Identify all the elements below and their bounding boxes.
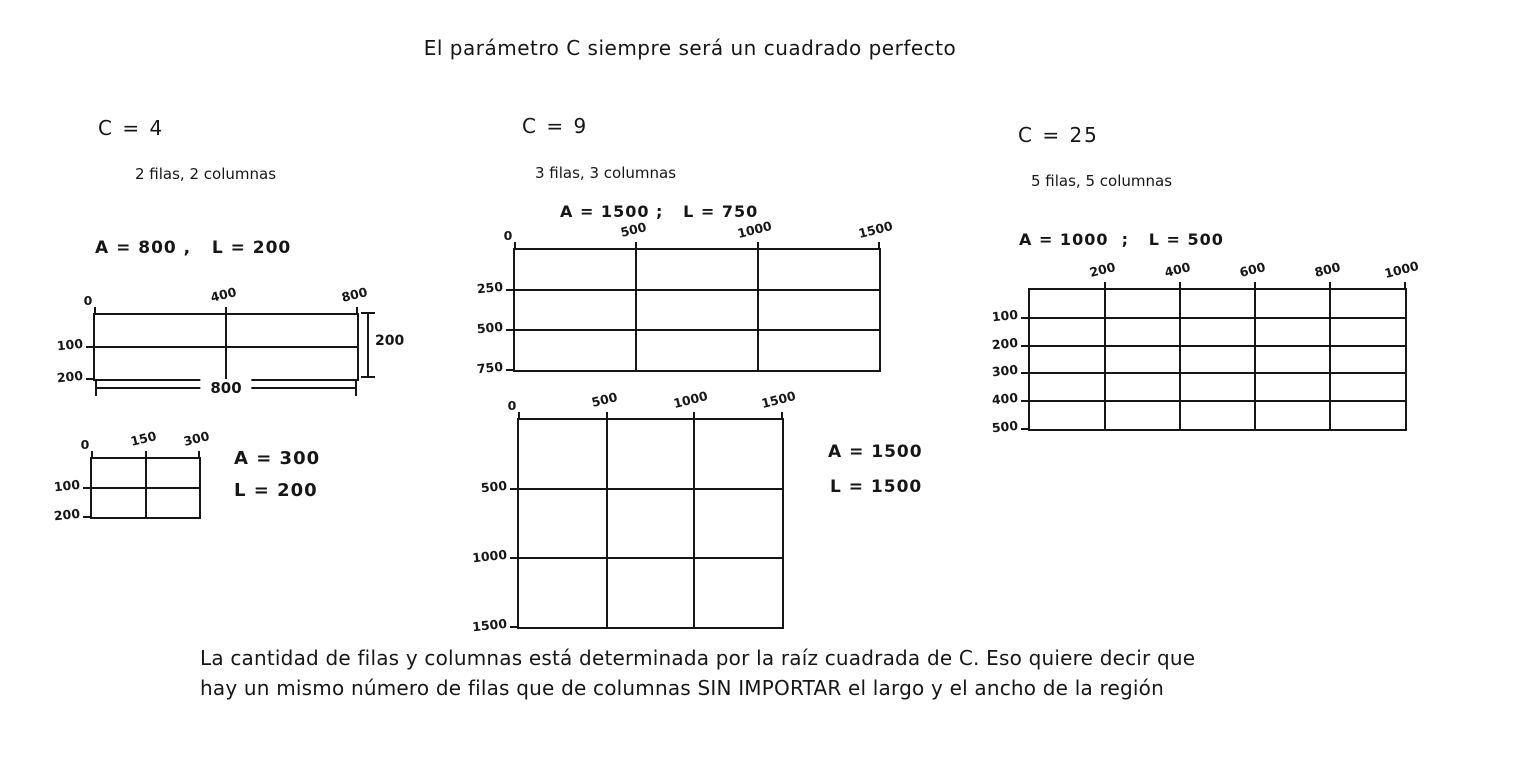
grid-c4-small bbox=[53, 428, 211, 524]
y-tick-mark bbox=[83, 516, 90, 518]
grid-c9-square bbox=[471, 388, 798, 635]
y-tick-mark bbox=[510, 557, 517, 559]
bracket-cap-right bbox=[355, 380, 357, 396]
width-dimension-label: 800 bbox=[200, 379, 251, 397]
section-c25-subheading: 5 filas, 5 columnas bbox=[1031, 172, 1173, 190]
x-tick-label: 800 bbox=[339, 284, 369, 305]
grid-c4-small-length-label: L = 200 bbox=[234, 480, 318, 501]
y-tick-mark bbox=[1021, 317, 1028, 319]
y-tick-label: 1000 bbox=[471, 546, 508, 566]
grid-line-horizontal bbox=[519, 488, 782, 490]
y-tick-mark bbox=[506, 289, 513, 291]
x-tick-label: 600 bbox=[1237, 259, 1267, 280]
x-tick-label: 800 bbox=[1312, 259, 1342, 280]
y-tick-mark bbox=[506, 329, 513, 331]
x-tick-label: 150 bbox=[128, 428, 158, 449]
y-tick-mark bbox=[510, 488, 517, 490]
grid-line-vertical bbox=[1179, 290, 1181, 429]
x-tick-mark bbox=[757, 242, 759, 250]
x-tick-mark bbox=[514, 242, 516, 250]
section-c4-heading: C = 4 bbox=[98, 116, 165, 140]
page-title: El parámetro C siempre será un cuadrado perfecto bbox=[423, 36, 957, 60]
x-tick-label: 500 bbox=[589, 389, 619, 410]
grid-line-horizontal bbox=[95, 346, 357, 348]
section-c9-params: A = 1500 ; L = 750 bbox=[560, 202, 759, 221]
y-tick-label: 100 bbox=[56, 335, 84, 354]
grid-c9-wide bbox=[476, 218, 895, 377]
y-tick-label: 400 bbox=[991, 389, 1019, 408]
x-tick-label: 400 bbox=[208, 284, 238, 305]
x-tick-mark bbox=[781, 412, 783, 420]
grid-line-horizontal bbox=[1030, 317, 1405, 319]
x-tick-mark bbox=[693, 412, 695, 420]
y-tick-mark bbox=[1021, 345, 1028, 347]
y-tick-mark bbox=[1021, 400, 1028, 402]
bracket-cap-bottom bbox=[361, 376, 375, 378]
x-tick-label: 1000 bbox=[671, 388, 710, 411]
grid-c4-small-area-label: A = 300 bbox=[234, 448, 321, 469]
grid-line-horizontal bbox=[1030, 400, 1405, 402]
x-tick-mark bbox=[91, 451, 93, 459]
x-tick-label: 1500 bbox=[856, 218, 895, 241]
grid-c9-square-length-label: L = 1500 bbox=[830, 477, 923, 497]
y-tick-label: 500 bbox=[480, 477, 508, 496]
section-c4-subheading: 2 filas, 2 columnas bbox=[135, 165, 277, 183]
grid-line-vertical bbox=[635, 250, 637, 370]
x-tick-label: 1000 bbox=[1382, 258, 1421, 281]
y-tick-label: 1500 bbox=[471, 615, 508, 635]
grid-line-vertical bbox=[606, 420, 608, 627]
x-tick-label: 0 bbox=[507, 398, 517, 413]
y-tick-mark bbox=[86, 378, 93, 380]
x-tick-label: 0 bbox=[503, 228, 513, 243]
x-tick-mark bbox=[1179, 282, 1181, 290]
x-tick-mark bbox=[198, 451, 200, 459]
x-tick-label: 0 bbox=[83, 293, 93, 308]
footer-explanation-line2: hay un mismo número de filas que de columnas SIN IMPORTAR el largo y el ancho de la región bbox=[200, 676, 1164, 700]
y-tick-mark bbox=[510, 626, 517, 628]
grid-c25 bbox=[991, 258, 1421, 436]
grid-line-vertical bbox=[1329, 290, 1331, 429]
grid-line-horizontal bbox=[515, 329, 879, 331]
width-dimension-bracket bbox=[95, 380, 357, 396]
y-tick-label: 750 bbox=[476, 358, 504, 377]
x-tick-mark bbox=[606, 412, 608, 420]
x-tick-label: 400 bbox=[1162, 259, 1192, 280]
y-tick-label: 200 bbox=[56, 367, 84, 386]
grid-line-horizontal bbox=[1030, 372, 1405, 374]
x-tick-mark bbox=[1329, 282, 1331, 290]
x-tick-mark bbox=[94, 307, 96, 315]
y-tick-label: 500 bbox=[991, 417, 1019, 436]
height-dimension-bracket bbox=[360, 312, 405, 378]
y-tick-label: 250 bbox=[476, 278, 504, 297]
y-tick-mark bbox=[1021, 428, 1028, 430]
grid-line-horizontal bbox=[1030, 345, 1405, 347]
grid-line-horizontal bbox=[92, 487, 199, 489]
x-tick-mark bbox=[356, 307, 358, 315]
section-c4-params: A = 800 , L = 200 bbox=[95, 238, 292, 258]
x-tick-mark bbox=[225, 307, 227, 315]
grid-line-horizontal bbox=[519, 557, 782, 559]
x-tick-label: 1000 bbox=[735, 218, 774, 241]
y-tick-label: 500 bbox=[476, 318, 504, 337]
x-tick-mark bbox=[635, 242, 637, 250]
grid-c9-square-area-label: A = 1500 bbox=[828, 442, 923, 462]
y-tick-label: 300 bbox=[991, 361, 1019, 380]
height-dimension-label: 200 bbox=[375, 333, 405, 349]
y-tick-label: 200 bbox=[53, 505, 81, 524]
x-tick-mark bbox=[145, 451, 147, 459]
section-c9-subheading: 3 filas, 3 columnas bbox=[535, 164, 677, 182]
y-tick-mark bbox=[506, 369, 513, 371]
bracket-line bbox=[367, 312, 369, 378]
grid-line-vertical bbox=[1254, 290, 1256, 429]
x-tick-label: 200 bbox=[1087, 259, 1117, 280]
x-tick-label: 300 bbox=[181, 428, 211, 449]
y-tick-label: 100 bbox=[991, 306, 1019, 325]
x-tick-mark bbox=[1254, 282, 1256, 290]
grid-line-horizontal bbox=[515, 289, 879, 291]
x-tick-mark bbox=[878, 242, 880, 250]
y-tick-label: 100 bbox=[53, 476, 81, 495]
grid-line-vertical bbox=[1104, 290, 1106, 429]
grid-c4-main bbox=[56, 284, 369, 386]
y-tick-label: 200 bbox=[991, 334, 1019, 353]
y-tick-mark bbox=[1021, 372, 1028, 374]
section-c25-params: A = 1000 ; L = 500 bbox=[1019, 230, 1224, 249]
grid-line-vertical bbox=[693, 420, 695, 627]
y-tick-mark bbox=[83, 487, 90, 489]
section-c9-heading: C = 9 bbox=[522, 114, 589, 138]
x-tick-mark bbox=[1104, 282, 1106, 290]
section-c25-heading: C = 25 bbox=[1018, 123, 1099, 147]
footer-explanation-line1: La cantidad de filas y columnas está determinada por la raíz cuadrada de C. Eso quiere decir que bbox=[200, 646, 1196, 670]
x-tick-mark bbox=[518, 412, 520, 420]
x-tick-label: 0 bbox=[80, 437, 90, 452]
y-tick-mark bbox=[86, 346, 93, 348]
x-tick-mark bbox=[1404, 282, 1406, 290]
x-tick-label: 1500 bbox=[759, 388, 798, 411]
x-tick-label: 500 bbox=[618, 219, 648, 240]
grid-line-vertical bbox=[757, 250, 759, 370]
